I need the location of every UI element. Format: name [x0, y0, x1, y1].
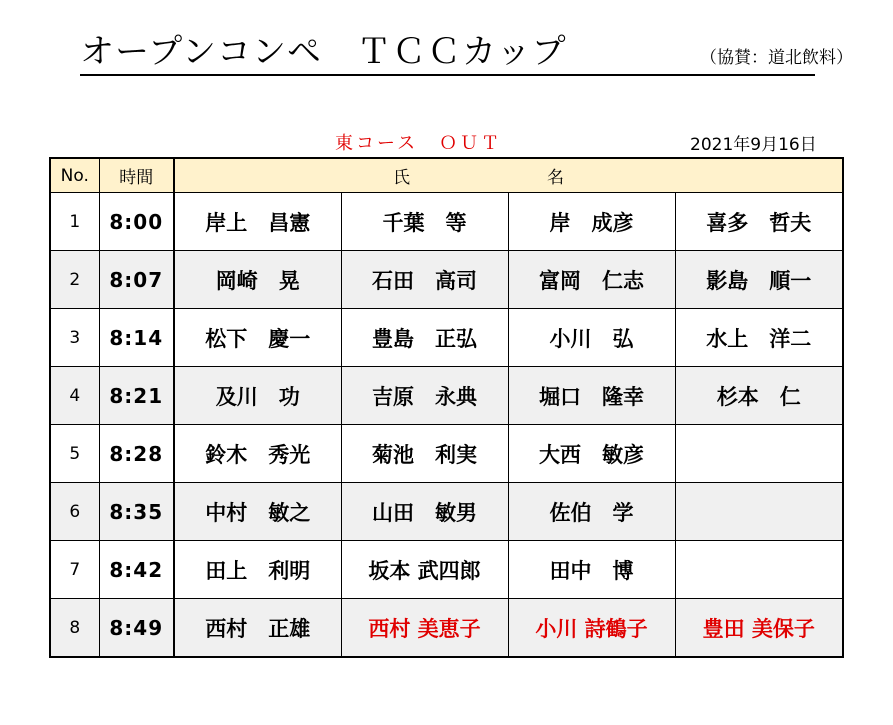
tee-time: 8:42: [99, 541, 174, 599]
tee-time: 8:28: [99, 425, 174, 483]
player-name: 西村 美恵子: [341, 599, 508, 658]
player-name: 大西 敏彦: [508, 425, 675, 483]
tee-time-table: [49, 157, 844, 658]
player-name: 田中 博: [508, 541, 675, 599]
player-name: 山田 敏男: [341, 483, 508, 541]
tee-time: 8:35: [99, 483, 174, 541]
player-name: 喜多 哲夫: [675, 193, 843, 251]
player-name: 富岡 仁志: [508, 251, 675, 309]
table-row: [50, 309, 843, 367]
player-name: 岸 成彦: [508, 193, 675, 251]
column-header-time: 時間: [99, 158, 174, 193]
page-title: オープンコンペ ＴＣＣカップ: [80, 32, 567, 72]
player-name: 千葉 等: [341, 193, 508, 251]
player-name: 小川 弘: [508, 309, 675, 367]
table-row: [50, 425, 843, 483]
tee-time: 8:14: [99, 309, 174, 367]
player-name: 堀口 隆幸: [508, 367, 675, 425]
player-name: 西村 正雄: [174, 599, 341, 658]
table-row: [50, 193, 843, 251]
player-name: 田上 利明: [174, 541, 341, 599]
player-name: [675, 541, 843, 599]
player-name: 水上 洋二: [675, 309, 843, 367]
sponsor-label: （協賛：道北飲料）: [700, 48, 853, 68]
tee-time: 8:07: [99, 251, 174, 309]
tee-time: 8:21: [99, 367, 174, 425]
player-name: 豊島 正弘: [341, 309, 508, 367]
player-name: 影島 順一: [675, 251, 843, 309]
player-name: 中村 敏之: [174, 483, 341, 541]
player-name: 鈴木 秀光: [174, 425, 341, 483]
group-number: 4: [50, 367, 99, 425]
group-number: 3: [50, 309, 99, 367]
group-number: 8: [50, 599, 99, 658]
table-row: [50, 367, 843, 425]
group-number: 7: [50, 541, 99, 599]
table-row: [50, 251, 843, 309]
player-name: 及川 功: [174, 367, 341, 425]
player-name: 佐伯 学: [508, 483, 675, 541]
column-header-name: 氏 名: [174, 158, 843, 193]
table-row: [50, 483, 843, 541]
player-name: [675, 483, 843, 541]
player-name: 岸上 昌憲: [174, 193, 341, 251]
player-name: 豊田 美保子: [675, 599, 843, 658]
player-name: 石田 高司: [341, 251, 508, 309]
table-header-row: [50, 158, 843, 193]
group-number: 1: [50, 193, 99, 251]
tee-time: 8:00: [99, 193, 174, 251]
group-number: 6: [50, 483, 99, 541]
group-number: 2: [50, 251, 99, 309]
player-name: 杉本 仁: [675, 367, 843, 425]
player-name: 小川 詩鶴子: [508, 599, 675, 658]
player-name: 坂本 武四郎: [341, 541, 508, 599]
table-row: [50, 541, 843, 599]
table-row: [50, 599, 843, 658]
player-name: 岡崎 晃: [174, 251, 341, 309]
title-bar: [80, 32, 853, 76]
player-name: 菊池 利実: [341, 425, 508, 483]
player-name: 吉原 永典: [341, 367, 508, 425]
player-name: [675, 425, 843, 483]
column-header-no: No.: [50, 158, 99, 193]
tee-time: 8:49: [99, 599, 174, 658]
player-name: 松下 慶一: [174, 309, 341, 367]
date-label: 2021年9月16日: [690, 135, 817, 155]
course-label: 東コース ＯＵＴ: [335, 133, 503, 154]
group-number: 5: [50, 425, 99, 483]
